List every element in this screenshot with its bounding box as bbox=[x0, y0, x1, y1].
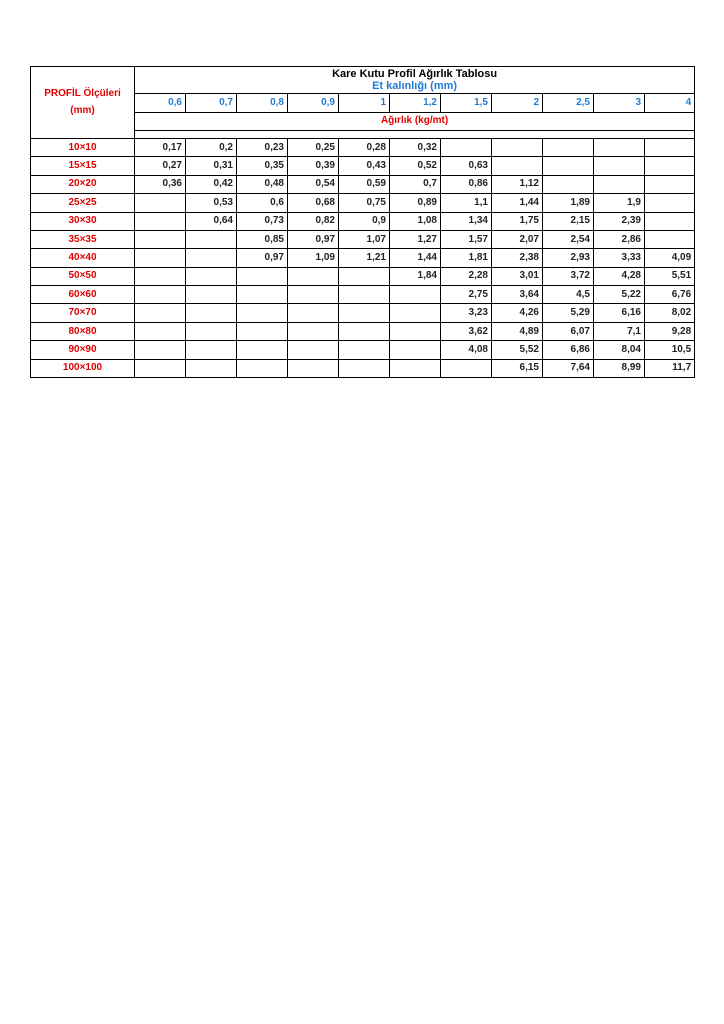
weight-value-cell bbox=[186, 249, 237, 267]
profile-size-cell: 70×70 bbox=[31, 304, 135, 322]
weight-value-cell bbox=[288, 267, 339, 285]
weight-value-cell: 0,82 bbox=[288, 212, 339, 230]
weight-value-cell bbox=[186, 304, 237, 322]
weight-value-cell: 1,27 bbox=[390, 230, 441, 248]
weight-value-cell: 4,09 bbox=[645, 249, 695, 267]
weight-value-cell bbox=[135, 359, 186, 377]
weight-value-cell bbox=[288, 359, 339, 377]
weight-value-cell: 4,5 bbox=[543, 286, 594, 304]
thickness-header-cell: 2 bbox=[492, 94, 543, 112]
profile-size-header-line2: (mm) bbox=[70, 105, 95, 117]
weight-value-cell: 0,6 bbox=[237, 194, 288, 212]
weight-value-cell: 3,72 bbox=[543, 267, 594, 285]
weight-value-cell bbox=[594, 175, 645, 193]
weight-value-cell: 0,23 bbox=[237, 138, 288, 156]
thickness-header-cell: 0,9 bbox=[288, 94, 339, 112]
weight-value-cell: 0,52 bbox=[390, 157, 441, 175]
profile-size-cell: 15×15 bbox=[31, 157, 135, 175]
weight-value-cell: 3,01 bbox=[492, 267, 543, 285]
weight-value-cell: 11,7 bbox=[645, 359, 695, 377]
table-title-cell bbox=[135, 67, 695, 94]
weight-value-cell: 0,39 bbox=[288, 157, 339, 175]
weight-value-cell: 9,28 bbox=[645, 322, 695, 340]
weight-value-cell bbox=[186, 230, 237, 248]
table-row bbox=[31, 341, 695, 359]
weight-value-cell: 0,64 bbox=[186, 212, 237, 230]
weight-value-cell: 3,62 bbox=[441, 322, 492, 340]
weight-value-cell: 0,27 bbox=[135, 157, 186, 175]
weight-value-cell bbox=[288, 322, 339, 340]
weight-value-cell bbox=[135, 322, 186, 340]
weight-value-cell bbox=[339, 322, 390, 340]
table-row bbox=[31, 359, 695, 377]
weight-value-cell: 0,28 bbox=[339, 138, 390, 156]
thickness-header-cell: 2,5 bbox=[543, 94, 594, 112]
weight-value-cell: 1,07 bbox=[339, 230, 390, 248]
profile-size-cell: 100×100 bbox=[31, 359, 135, 377]
weight-value-cell: 1,1 bbox=[441, 194, 492, 212]
weight-value-cell: 0,42 bbox=[186, 175, 237, 193]
weight-value-cell: 2,93 bbox=[543, 249, 594, 267]
weight-value-cell bbox=[135, 304, 186, 322]
weight-value-cell: 6,86 bbox=[543, 341, 594, 359]
weight-value-cell bbox=[135, 212, 186, 230]
table-row bbox=[31, 249, 695, 267]
weight-value-cell: 0,25 bbox=[288, 138, 339, 156]
weight-value-cell: 3,64 bbox=[492, 286, 543, 304]
weight-value-cell bbox=[339, 286, 390, 304]
profile-size-cell: 90×90 bbox=[31, 341, 135, 359]
weight-value-cell: 1,81 bbox=[441, 249, 492, 267]
profile-size-cell: 10×10 bbox=[31, 138, 135, 156]
weight-value-cell: 0,43 bbox=[339, 157, 390, 175]
weight-value-cell bbox=[288, 286, 339, 304]
table-row bbox=[31, 230, 695, 248]
weight-value-cell: 7,1 bbox=[594, 322, 645, 340]
weight-value-cell: 1,89 bbox=[543, 194, 594, 212]
profile-size-cell: 60×60 bbox=[31, 286, 135, 304]
weight-value-cell bbox=[492, 138, 543, 156]
weight-value-cell: 1,09 bbox=[288, 249, 339, 267]
thickness-header-cell: 0,6 bbox=[135, 94, 186, 112]
weight-value-cell: 1,44 bbox=[390, 249, 441, 267]
weight-value-cell: 2,15 bbox=[543, 212, 594, 230]
weight-value-cell bbox=[135, 341, 186, 359]
title-row bbox=[31, 67, 695, 94]
weight-value-cell bbox=[237, 267, 288, 285]
table-row bbox=[31, 286, 695, 304]
weight-value-cell: 2,39 bbox=[594, 212, 645, 230]
weight-value-cell: 0,7 bbox=[390, 175, 441, 193]
weight-value-cell: 2,54 bbox=[543, 230, 594, 248]
weight-value-cell bbox=[288, 341, 339, 359]
weight-value-cell bbox=[339, 304, 390, 322]
table-row bbox=[31, 267, 695, 285]
weight-value-cell bbox=[237, 286, 288, 304]
weight-value-cell bbox=[594, 138, 645, 156]
table-row bbox=[31, 322, 695, 340]
thickness-header-cell: 1,5 bbox=[441, 94, 492, 112]
weight-value-cell: 0,17 bbox=[135, 138, 186, 156]
thickness-header-cell: 3 bbox=[594, 94, 645, 112]
weight-value-cell bbox=[645, 157, 695, 175]
weight-value-cell bbox=[135, 249, 186, 267]
weight-value-cell: 4,28 bbox=[594, 267, 645, 285]
weight-table-sheet bbox=[30, 66, 695, 378]
weight-value-cell: 0,48 bbox=[237, 175, 288, 193]
weight-value-cell: 8,04 bbox=[594, 341, 645, 359]
weight-value-cell: 6,76 bbox=[645, 286, 695, 304]
table-row bbox=[31, 157, 695, 175]
weight-value-cell: 0,97 bbox=[288, 230, 339, 248]
weight-value-cell: 6,15 bbox=[492, 359, 543, 377]
weight-value-cell: 5,52 bbox=[492, 341, 543, 359]
weight-value-cell: 1,21 bbox=[339, 249, 390, 267]
weight-value-cell: 6,16 bbox=[594, 304, 645, 322]
profile-size-cell: 80×80 bbox=[31, 322, 135, 340]
thickness-header-cell: 4 bbox=[645, 94, 695, 112]
weight-value-cell: 1,34 bbox=[441, 212, 492, 230]
weight-value-cell bbox=[237, 359, 288, 377]
weight-value-cell: 0,89 bbox=[390, 194, 441, 212]
profile-size-cell: 50×50 bbox=[31, 267, 135, 285]
weight-value-cell: 2,86 bbox=[594, 230, 645, 248]
weight-value-cell: 0,63 bbox=[441, 157, 492, 175]
weight-value-cell bbox=[645, 230, 695, 248]
weight-value-cell: 0,68 bbox=[288, 194, 339, 212]
weight-value-cell bbox=[594, 157, 645, 175]
weight-value-cell bbox=[645, 175, 695, 193]
weight-value-cell: 8,99 bbox=[594, 359, 645, 377]
weight-value-cell: 6,07 bbox=[543, 322, 594, 340]
weight-value-cell: 0,59 bbox=[339, 175, 390, 193]
weight-value-cell bbox=[645, 194, 695, 212]
weight-value-cell bbox=[390, 304, 441, 322]
weight-value-cell bbox=[390, 359, 441, 377]
thickness-subtitle: Et kalınlığı (mm) bbox=[372, 80, 458, 93]
weight-value-cell: 0,32 bbox=[390, 138, 441, 156]
profile-size-cell: 30×30 bbox=[31, 212, 135, 230]
weight-value-cell: 0,9 bbox=[339, 212, 390, 230]
weight-value-cell bbox=[339, 267, 390, 285]
weight-value-cell: 0,35 bbox=[237, 157, 288, 175]
weight-value-cell bbox=[390, 286, 441, 304]
weight-value-cell: 3,33 bbox=[594, 249, 645, 267]
table-title: Kare Kutu Profil Ağırlık Tablosu bbox=[332, 68, 498, 80]
weight-value-cell: 0,31 bbox=[186, 157, 237, 175]
weight-value-cell bbox=[441, 359, 492, 377]
thickness-header-cell: 0,8 bbox=[237, 94, 288, 112]
weight-value-cell bbox=[237, 304, 288, 322]
weight-value-cell: 1,75 bbox=[492, 212, 543, 230]
weight-value-cell bbox=[288, 304, 339, 322]
profile-size-cell: 20×20 bbox=[31, 175, 135, 193]
weight-value-cell: 1,57 bbox=[441, 230, 492, 248]
weight-value-cell: 0,86 bbox=[441, 175, 492, 193]
weight-value-cell bbox=[543, 175, 594, 193]
weight-value-cell bbox=[339, 359, 390, 377]
table-row bbox=[31, 212, 695, 230]
weight-value-cell bbox=[390, 322, 441, 340]
weight-value-cell: 1,84 bbox=[390, 267, 441, 285]
table-row bbox=[31, 138, 695, 156]
profile-size-header bbox=[31, 67, 135, 139]
weight-value-cell bbox=[135, 286, 186, 304]
weight-value-cell bbox=[186, 286, 237, 304]
weight-value-cell: 1,9 bbox=[594, 194, 645, 212]
weight-value-cell bbox=[390, 341, 441, 359]
table-row bbox=[31, 175, 695, 193]
weight-value-cell: 10,5 bbox=[645, 341, 695, 359]
weight-value-cell bbox=[543, 138, 594, 156]
weight-value-cell bbox=[645, 212, 695, 230]
weight-value-cell: 5,29 bbox=[543, 304, 594, 322]
weight-value-cell: 3,23 bbox=[441, 304, 492, 322]
profile-size-header-line1: PROFİL Ölçüleri bbox=[44, 88, 121, 100]
weight-value-cell bbox=[186, 322, 237, 340]
table-row bbox=[31, 194, 695, 212]
weight-value-cell: 2,28 bbox=[441, 267, 492, 285]
weight-value-cell: 1,08 bbox=[390, 212, 441, 230]
weight-value-cell bbox=[237, 341, 288, 359]
profile-size-cell: 40×40 bbox=[31, 249, 135, 267]
spacer-cell bbox=[135, 130, 695, 138]
weight-value-cell: 5,51 bbox=[645, 267, 695, 285]
weight-value-cell bbox=[543, 157, 594, 175]
square-profile-weight-table bbox=[30, 66, 695, 378]
weight-value-cell: 0,73 bbox=[237, 212, 288, 230]
weight-value-cell bbox=[492, 157, 543, 175]
thickness-header-cell: 0,7 bbox=[186, 94, 237, 112]
weight-value-cell: 4,26 bbox=[492, 304, 543, 322]
weight-value-cell: 0,54 bbox=[288, 175, 339, 193]
profile-size-cell: 35×35 bbox=[31, 230, 135, 248]
weight-value-cell bbox=[186, 359, 237, 377]
profile-size-cell: 25×25 bbox=[31, 194, 135, 212]
weight-value-cell: 1,44 bbox=[492, 194, 543, 212]
weight-value-cell bbox=[135, 194, 186, 212]
weight-value-cell: 7,64 bbox=[543, 359, 594, 377]
weight-value-cell bbox=[339, 341, 390, 359]
weight-value-cell: 2,07 bbox=[492, 230, 543, 248]
weight-value-cell: 0,53 bbox=[186, 194, 237, 212]
weight-value-cell: 0,2 bbox=[186, 138, 237, 156]
weight-value-cell: 5,22 bbox=[594, 286, 645, 304]
weight-value-cell bbox=[186, 341, 237, 359]
weight-value-cell: 0,36 bbox=[135, 175, 186, 193]
weight-value-cell: 4,08 bbox=[441, 341, 492, 359]
weight-unit-header: Ağırlık (kg/mt) bbox=[135, 112, 695, 130]
weight-value-cell bbox=[186, 267, 237, 285]
weight-value-cell: 0,85 bbox=[237, 230, 288, 248]
weight-value-cell bbox=[441, 138, 492, 156]
weight-value-cell bbox=[135, 230, 186, 248]
weight-value-cell bbox=[645, 138, 695, 156]
table-row bbox=[31, 304, 695, 322]
weight-value-cell: 0,97 bbox=[237, 249, 288, 267]
weight-value-cell: 2,38 bbox=[492, 249, 543, 267]
weight-value-cell: 2,75 bbox=[441, 286, 492, 304]
weight-value-cell: 0,75 bbox=[339, 194, 390, 212]
weight-value-cell: 8,02 bbox=[645, 304, 695, 322]
weight-value-cell bbox=[237, 322, 288, 340]
weight-value-cell: 4,89 bbox=[492, 322, 543, 340]
weight-value-cell bbox=[135, 267, 186, 285]
weight-value-cell: 1,12 bbox=[492, 175, 543, 193]
thickness-header-cell: 1 bbox=[339, 94, 390, 112]
thickness-header-cell: 1,2 bbox=[390, 94, 441, 112]
